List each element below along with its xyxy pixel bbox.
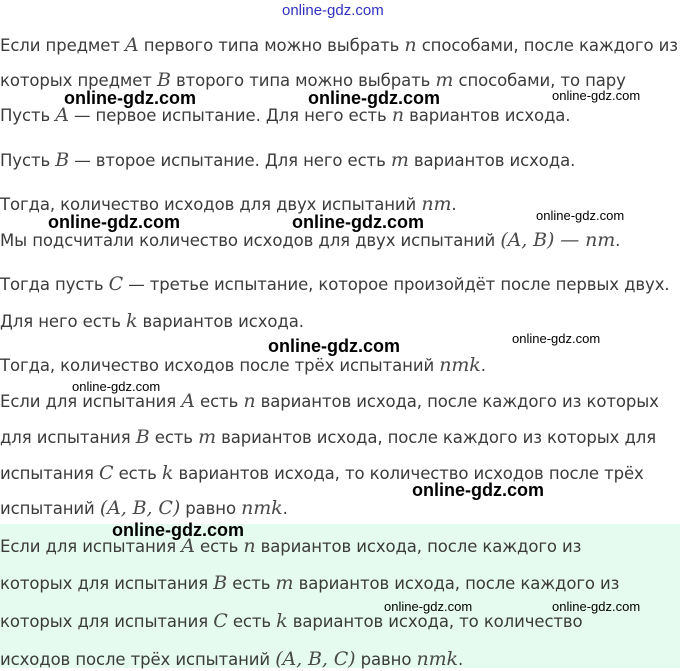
text-run: есть — [113, 464, 162, 483]
text-line — [0, 149, 575, 172]
math-variable: A — [181, 390, 195, 412]
text-run: которых для испытания — [0, 574, 214, 593]
math-variable: m — [275, 572, 294, 594]
text-run: вариантов исхода. — [403, 106, 571, 125]
text-run: вариантов исхода, то количество исходов после трёх — [173, 464, 644, 483]
text-run: есть — [227, 574, 276, 593]
text-run: способами, после каждого из — [416, 36, 678, 55]
watermark: online-gdz.com — [292, 212, 424, 232]
text-run: — второе испытание. Для него есть — [69, 151, 391, 170]
math-variable: A — [181, 535, 195, 557]
math-variable: m — [390, 149, 409, 171]
site-watermark-top: online-gdz.com — [282, 2, 384, 19]
text-run: Пусть — [0, 151, 56, 170]
text-line — [0, 354, 486, 377]
math-variable: nmk — [416, 648, 458, 670]
math-variable: C — [108, 273, 124, 295]
math-variable: A — [55, 104, 69, 126]
text-line — [0, 535, 581, 558]
text-run: испытаний — [0, 499, 100, 518]
text-line — [0, 34, 678, 57]
text-run: вариантов исхода, после каждого из которых — [255, 392, 659, 411]
math-variable: m — [435, 69, 454, 91]
text-run: Тогда, количество исходов для двух испытаний — [0, 195, 422, 214]
math-variable: k — [161, 462, 174, 484]
text-run: Мы подсчитали количество исходов для двух испытаний — [0, 231, 501, 250]
text-run: вариантов исхода, после каждого из которых для — [216, 428, 657, 447]
math-variable: A — [125, 34, 139, 56]
math-variable: n — [404, 34, 417, 56]
text-run: вариантов исхода, то количество — [287, 612, 583, 631]
text-run: есть — [194, 537, 244, 556]
math-variable: nmk — [439, 354, 481, 376]
text-run: испытания — [0, 464, 100, 483]
text-run: Тогда пусть — [0, 275, 109, 294]
text-run: для испытания — [0, 428, 136, 447]
text-run: вариантов исхода, после каждого из — [293, 574, 620, 593]
text-line — [0, 310, 304, 333]
watermark: online-gdz.com — [552, 88, 641, 103]
text-run: . — [480, 356, 486, 375]
text-run: которых для испытания — [0, 612, 214, 631]
watermark: online-gdz.com — [384, 599, 473, 614]
math-variable: C — [213, 610, 228, 632]
text-line — [0, 572, 619, 595]
watermark: online-gdz.com — [536, 208, 625, 223]
text-run: . — [451, 195, 457, 214]
text-run: первого типа можно выбрать — [138, 36, 405, 55]
text-run: есть — [194, 392, 244, 411]
math-variable: (A, B, C) — [99, 497, 181, 519]
text-run: Для него есть — [0, 312, 126, 331]
watermark: online-gdz.com — [72, 379, 161, 394]
math-variable: n — [391, 104, 404, 126]
watermark: online-gdz.com — [112, 520, 244, 540]
text-line — [0, 273, 670, 296]
text-line — [0, 497, 288, 520]
watermark: online-gdz.com — [308, 88, 440, 108]
text-run: способами, то пару — [453, 71, 626, 90]
math-variable: (A, B) — nm — [500, 229, 616, 251]
math-variable: C — [99, 462, 114, 484]
math-variable: B — [213, 572, 228, 594]
text-run: есть — [149, 428, 199, 447]
text-run: — третье испытание, которое произойдёт после первых двух. — [123, 275, 670, 294]
math-variable: nmk — [241, 497, 283, 519]
watermark: online-gdz.com — [48, 212, 180, 232]
watermark: online-gdz.com — [268, 336, 400, 356]
text-run: второго типа можно выбрать — [170, 71, 436, 90]
text-run: . — [615, 231, 621, 250]
text-run: Если для испытания — [0, 537, 182, 556]
watermark: online-gdz.com — [412, 480, 544, 500]
text-run: Тогда, количество исходов после трёх испытаний — [0, 356, 440, 375]
math-variable: B — [156, 69, 171, 91]
math-variable: m — [198, 426, 216, 448]
text-run: равно — [355, 650, 417, 669]
math-variable: k — [125, 310, 138, 332]
math-variable: nm — [421, 193, 452, 215]
watermark: online-gdz.com — [552, 599, 641, 614]
text-line — [0, 426, 656, 449]
text-run: Пусть — [0, 106, 56, 125]
text-run: которых предмет — [0, 71, 157, 90]
text-run: есть — [227, 612, 277, 631]
watermark: online-gdz.com — [64, 88, 196, 108]
text-run: вариантов исхода. — [137, 312, 304, 331]
math-variable: n — [243, 535, 256, 557]
text-line — [0, 610, 583, 633]
text-run: Если предмет — [0, 36, 125, 55]
text-run: Если для испытания — [0, 392, 182, 411]
math-variable: k — [276, 610, 288, 632]
text-run: вариантов исхода, после каждого из — [255, 537, 582, 556]
math-variable: n — [243, 390, 256, 412]
text-run: равно — [180, 499, 242, 518]
text-run: — первое испытание. Для него есть — [68, 106, 392, 125]
text-run: вариантов исхода. — [408, 151, 576, 170]
text-run: . — [282, 499, 288, 518]
math-variable: (A, B, C) — [275, 648, 356, 670]
text-run: исходов после трёх испытаний — [0, 650, 276, 669]
math-variable: B — [55, 149, 70, 171]
math-variable: B — [135, 426, 150, 448]
text-run: . — [457, 650, 464, 669]
watermark: online-gdz.com — [512, 331, 601, 346]
text-line — [0, 462, 644, 485]
